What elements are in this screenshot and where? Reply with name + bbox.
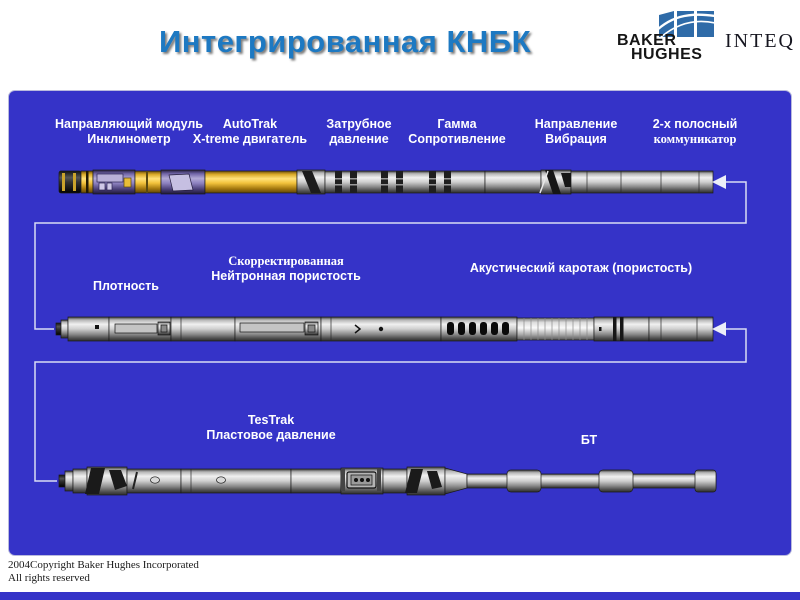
- connector-arrow-2: [712, 322, 726, 336]
- label-autotrak-motor: AutoTrak X-treme двигатель: [192, 117, 308, 146]
- connector-line-2: [35, 322, 746, 481]
- bottom-accent-bar: [0, 592, 800, 600]
- label-drill-pipe: БТ: [580, 433, 598, 447]
- label-direction-vibration: Направление Вибрация: [534, 117, 618, 146]
- label-density: Плотность: [93, 279, 159, 293]
- label-two-band-communicator: 2-х полосный коммуникатор: [652, 117, 738, 146]
- diagram-panel: [8, 90, 792, 556]
- baker-hughes-logo: [605, 6, 800, 70]
- logo-text-baker: BAKER: [617, 32, 677, 49]
- label-testrak-pressure: TesTrak Пластовое давление: [206, 413, 336, 442]
- tool-string-lwd: [56, 317, 713, 341]
- label-neutron-porosity: Скорректированная Нейтронная пористость: [211, 254, 361, 283]
- label-annular-pressure: Затрубное давление: [326, 117, 392, 146]
- tool-string-autotrak: [59, 170, 713, 194]
- tool-string-testrak: [59, 467, 716, 495]
- inteq-wordmark: INTEQ: [725, 30, 795, 52]
- connector-arrow-1: [712, 175, 726, 189]
- label-steering-module: Направляющий модуль Инклинометр: [55, 117, 203, 146]
- logo-text-hughes: HUGHES: [631, 46, 703, 63]
- connector-line-1: [35, 175, 746, 329]
- label-acoustic-porosity: Акустический каротаж (пористость): [469, 261, 693, 275]
- copyright-text: 2004Copyright Baker Hughes Incorporated All rights reserved: [8, 559, 199, 584]
- label-gamma-resistivity: Гамма Сопротивление: [408, 117, 506, 146]
- page-title: Интегрированная КНБК: [159, 24, 531, 59]
- bha-diagram: [9, 91, 791, 555]
